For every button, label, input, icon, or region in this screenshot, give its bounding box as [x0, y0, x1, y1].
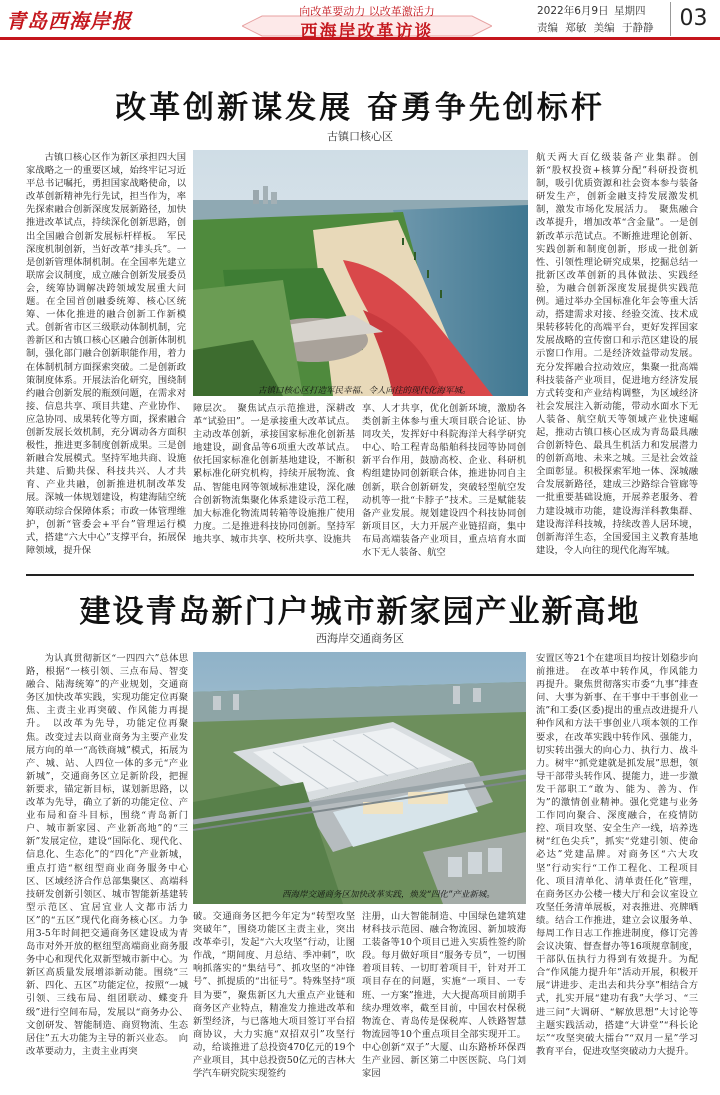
transit-hub-photo-icon — [193, 652, 526, 904]
article2-column-3 — [362, 910, 526, 1092]
section-divider — [26, 574, 694, 576]
article1-column-1-text: 古镇口核心区作为新区承担四大国家战略之一的重要区域，始终牢记习近平总书记嘱托，勇担国家战略使命，以改革创新精神先行先试，担当作为，率先探索融合创新深度发展新路径，加快推进改革试点，持续深化创新思路，创出全国融合创新发展标杆样板。 军民深度机制创新，当好改革“排头兵”。一是创新管理体制机制。在全国率先建立联席会议制度，成立融合创新发展委员会，统筹协调解决跨领域发展重大问题。在全国首创融委统筹、核心区统筹、一体化推进的融合创新工作新模式。创新省市区三级联动体制机制，完善新区和古镇口核心区融合创新体制机制，强化部门融合创新职能作用，着力在体制机制方面探索突破。二是创新政策制度体系。开展法治化研究，围绕制约融合创新发展的瓶颈问题，在需求对接、信息共享、项目共建、产业协作、应急协同、成果转化等方面，探索融合创新发展长效机制，充分调动各方面积极性，推进更多制度创新成果。三是创新融合发展模式。坚持军地共商、设施共建、后勤共保、科技共兴、人才共育、产业共融，创新推进机制改革发展。深城一体规划建设，构建海陆空统筹联动综合保障体系；市政一体管理维护，创新“管委会+平台”管理运行模式，搭建“六大中心”支撑平台，拓展保障领域，提升保 — [26, 152, 186, 556]
coastal-city-photo-icon — [193, 150, 528, 396]
article1-column-2 — [193, 402, 355, 569]
issue-date: 2022年6月9日 — [537, 5, 609, 17]
article2-headline: 建设青岛新门户城市新家园产业新高地 — [79, 594, 641, 630]
article1-column-3-text: 享、人才共享，优化创新环境，激励各类创新主体参与重大项目联合论证、协同攻关，发挥好中科院海洋大科学研究中心、哈工程青岛船舶科技园等协同创新平台作用，鼓励高校、企业、科研机构组建协同创新联合体，推进协同自主创新，联合创新研发，突破轻型航空发动机等一批“卡脖子”技术。三是赋能装备产业发展。规划建设四个科技协同创新项目区，大力开展产业链招商，集中布局高端装备产业项目，重点培育水面水下无人装备、航空 — [362, 403, 526, 559]
article1-photo-caption: 古镇口核心区打造军民幸福、令人向往的现代化海军城。 — [258, 386, 471, 396]
slogan: 向改革要动力 以改革激活力 — [299, 5, 435, 18]
article1-column-3 — [362, 402, 526, 569]
article2-column-2-text: 破。交通商务区把今年定为“转型攻坚突破年”，围绕功能区主责主业，突出改革牵引，发起“六大攻坚”行动，让图作战，“期间度、月总结、季冲刺”，吹响抓落实的“集结号”、抓攻坚的“冲锋号”、抓提质的“出征号”。特殊坚持“项目为要”，聚焦新区九大重点产业链和商务区产业特点，精准发力推进改革和新型经济，与已落地大项目签订平台招商协议，大力实施“双招双引”攻坚行动，给谈推进了总投资470亿元的19个产业项目，其中总投资50亿元的吉林大学汽车研究院实现签约 — [193, 911, 355, 1080]
editors-credit: 责编 郑敏 美编 于静静 — [537, 22, 654, 34]
article2-photo — [193, 652, 526, 904]
article2-column-2 — [193, 910, 355, 1092]
article2-column-3-text: 注册，山大智能制造、中国绿色建筑建材科技示范园、融合物流园、新加坡海工装备等10个项目已进入实质性签约阶段。每月做好项目“服务专员”，一切围着项目转、一切盯着项目干，针对开工项目存在的问题，实施“一项目、一专班、一方案”推进，大大提高项目前期手续办理效率，截至目前，中国农村保税物流仓、青岛传是保税库、人铁路智慧物流园等10个重点项目全部实现开工。中心创新“双子”大厦、山东路桥环保西生产业园、新区第二中医医院、乌门刘家园 — [362, 911, 526, 1080]
article1-byline: 古镇口核心区 — [327, 130, 393, 143]
article1-column-4-text: 航天两大百亿级装备产业集群。创新“股权投资+核算分配”科研投资机制，吸引优质资源和社会资本参与装备研发生产，创新金融支持发展激发机制，激发市场化发展活力。 聚焦融合改革提升，增加改革“含金量”。一是创新改革示范试点。不断推进理论创新、实践创新和制度创新，形成一批创新性、引领性理论研究成果，挖掘总结一批新区改革创新的具体做法、实践经验，为融合创新深度发展提供实践范例。通过举办全国标准化年会等重大活动，搭建需求对接、经验交流、技术成果转移转化的高端平台，更好发挥国家发展战略的宣传窗口和示范区建设的展示窗口作用。二是经济效益带动发展。充分发挥融合拉动效应，集聚一批高端科技装备产业项目，促进地方经济发展方式转变和产业结构调整，为区域经济社会发展注入新动能，带动水面水下无人装备、航空航天等领域产业快速崛起，推动古镇口核心区成为青岛最具融合创新特色、最具生机活力和发展潜力的创新高地、未来之城。三是社会效益全面彰显。积极探索军地一体、深城融合发展新路径，建成三沙路综合管廊等一批重要基础设施，开展养老服务、着力建设城市功能，建设海洋科教集群、建设海洋科技城，持续改善人居环境，创新海洋生态，全国爱国主义教育基地建设，令人向往的现代化海军城。 — [536, 152, 698, 556]
column-title: 西海岸改革访谈 — [300, 22, 434, 42]
article2-column-4-text: 安置区等21个在建项目均按计划稳步向前推进。 在改革中转作风，作风能力再提升。聚焦贯彻落实市委“九事”排查问、大事为新事、在干事中干事创业一流”和工委(区委)提出的重点改进提升八种作风和方法干事创业八项本领的工作要求，在改革实践中转作风、强能力，切实转出强大的向心力、执行力、战斗力。树牢“抓党建就是抓发展”思想，领导干部带头转作风、提能力，进一步激发干部职工“敢为、能为、善为、作为”的激情创业精神。强化党建与业务工作同向聚合、深度融合，在疫情防控、项目攻坚、安全生产一线，培养选树“红色尖兵”，抓实“党建引领、使命必达”党建品牌。对商务区“六大攻坚”行动实行“工作工程化、工程项目化、项目清单化、清单责任化”管理，在商务区办公楼一楼大厅和会议室设立攻坚任务清单展板，对表推进、亮牌晒绩。结合工作推进，建立会议服务单、每周工作日志工作推进制度，修订完善会议决策、督查督办等16项规章制度，干部队伍执行力得到有效提升。为配合“作风能力提升年”活动开展，积极开展“讲进步、走出去和共分享”相结合方式，扎实开展“建功有我”大学习、“三进三问”大调研、“解放思想”大讨论等主题实践活动，搭建“大讲堂”“科长论坛”“攻坚突破大擂台”“双月一星”学习教育平台，促进攻坚突破动力大提升。 — [536, 653, 698, 1057]
article2-column-1-text: 为认真贯彻新区“一四四六”总体思路，根据“一核引领、三点布局、智变融合、陆海统筹”的产业规划，交通商务区加快改革实践，实现功能定位再聚焦、主责主业再突破、作风能力再提升。 以改革为先导，功能定位再聚焦。改变过去以商业商务为主要产业发展方向的单一“高铁商城”模式，拓展为产、城、站、人四位一体的多元“产业新城”，交通商务区立足新阶段，把握新要求，锚定新目标，谋划新思路，以改革为先导，确立了新的功能定位、产业布局和奋斗目标，围绕“青岛新门户、城市新家园、产业新高地”的“三新”发展定位，建设“国际化、现代化、信息化、生态化”的“四化”产业新城，重点打造“枢纽型商业商务服务中心区、区域经济合作总部集聚区、高端科技研发创新引领区、城市智能新基建转型示范区、宜居宜业人文都市活力区”的“五区”现代化商务核心区。力争用3-5年时间把交通商务区建设成为青岛市对外开放的枢纽型高端商业商务服务中心和现代化双新型城市新中心。为新区高质量发展增添新动能。围绕“三新、四化、五区”功能定位，按照“一城引领、三线布局、组团联动、蝶变升级”进行空间布局，发展以“商务办公、文创研发、智能制造、商贸物流、生态居住”五大功能为主导的新兴业态。 向改革要动力，主责主业再突 — [26, 653, 188, 1057]
article1-column-2-text: 障层次。 聚焦试点示范推进，深耕改革“试验田”。一是承接重大改革试点。主动改革创新，承接国家标准化创新基地建设，副食品等6项重大改革试点。依托国家标准化创新基地建设，不断积累标准化研究机构，持续开展物流、食品、智能电网等领域标准建设，深化融合创新物流集聚化体系建设示范工程，加大标准化物流周转箱等设施推广使用力度。二是推进科技协同创新。坚持军地共享、城市共享、校所共享、设施共 — [193, 403, 355, 545]
article1-column-1 — [26, 151, 186, 569]
article1-photo — [193, 150, 528, 396]
article2-photo-caption: 西海岸交通商务区加快改革实践，焕发“四化”产业新城。 — [282, 890, 495, 900]
issue-weekday: 星期四 — [614, 5, 646, 17]
article2-byline: 西海岸交通商务区 — [316, 632, 404, 645]
article2-column-4 — [536, 652, 698, 1092]
page-number: 03 — [670, 2, 716, 36]
paper-logo: 青岛西海岸报 — [6, 9, 132, 33]
masthead — [0, 0, 720, 40]
article1-headline: 改革创新谋发展 奋勇争先创标杆 — [115, 90, 605, 126]
article2-column-1 — [26, 652, 188, 1092]
article1-column-4 — [536, 151, 698, 569]
